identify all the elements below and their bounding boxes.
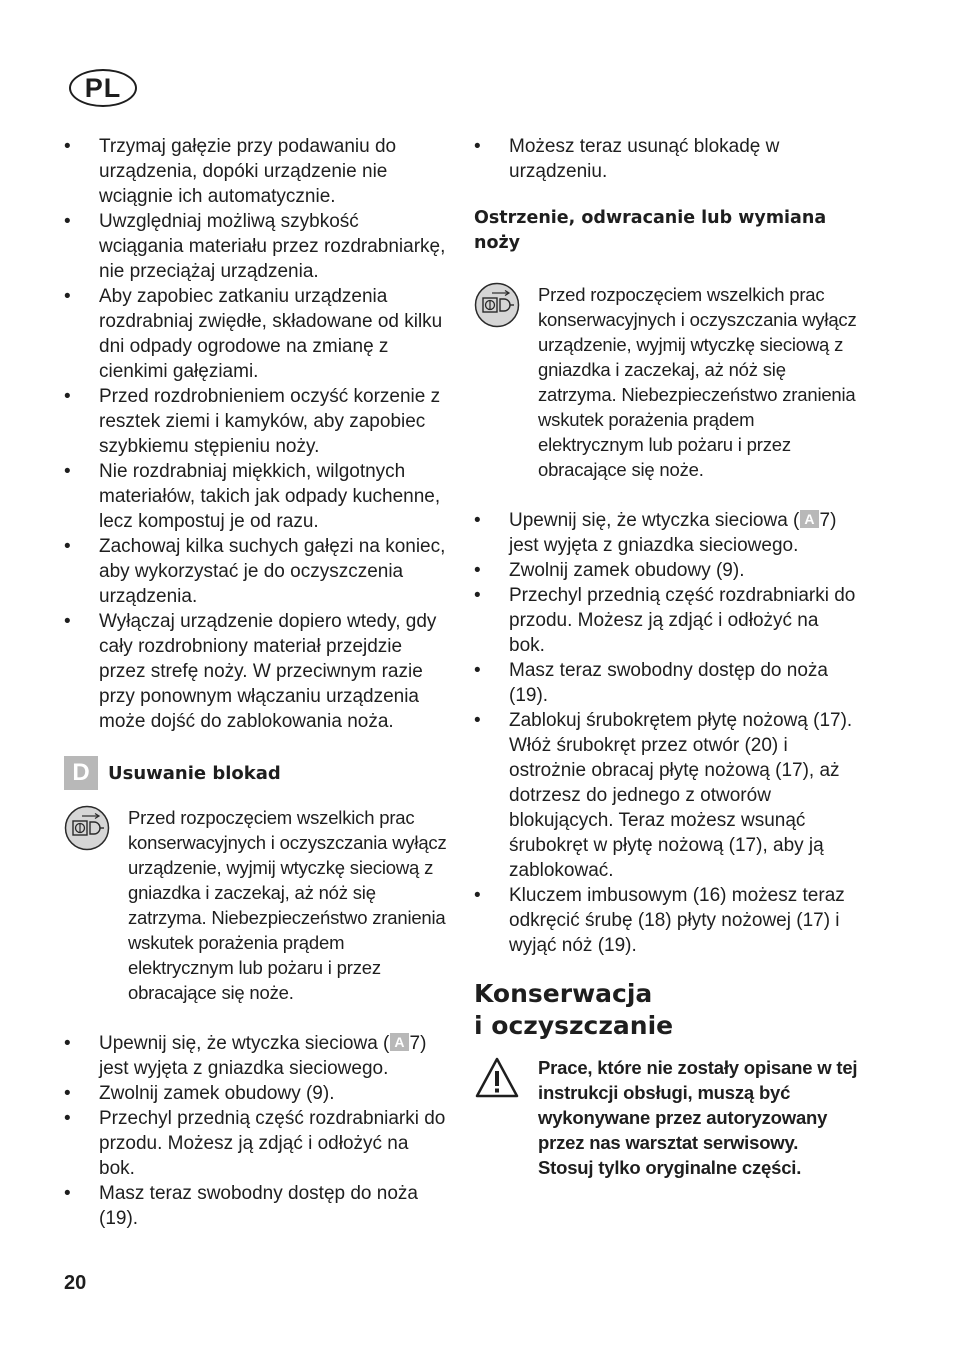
subheading: Ostrzenie, odwracanie lub wymiana noży — [474, 208, 827, 253]
list-item: • Trzymaj gałęzie przy podawaniu do urządzenia, dopóki urządzenie nie wciągnie ich automatycznie. — [64, 134, 448, 209]
list-item — [64, 1031, 448, 1081]
step-text: 7) jest wyjęta z gniazdka sieciowego. — [509, 510, 837, 556]
section-letter-badge: D — [64, 756, 98, 790]
list-item: • Kluczem imbusowym (16) możesz teraz odkręcić śrubę (18) płyty nożowej (17) i wyjąć nóż (19). — [474, 883, 858, 958]
list-item: • Zwolnij zamek obudowy (9). — [474, 558, 858, 583]
heading-line: i oczyszczanie — [474, 1011, 674, 1040]
right-column — [474, 134, 858, 1180]
step-text: Upewnij się, że wtyczka sieciowa ( — [509, 510, 800, 531]
step-text: 7) jest wyjęta z gniazdka sieciowego. — [99, 1033, 427, 1079]
list-item: • Przechyl przednią część rozdrabniarki do przodu. Możesz ją zdjąć i odłożyć na bok. — [474, 583, 858, 658]
list-item: • Masz teraz swobodny dostęp do noża (19). — [64, 1181, 448, 1231]
list-item: • Wyłączaj urządzenie dopiero wtedy, gdy cały rozdrobniony materiał przejdzie przez strefę noży. W przeciwnym razie przy ponownym włączaniu urządzenia może dojść do zablokowania noża. — [64, 609, 448, 734]
notice-text: Przed rozpoczęciem wszelkich prac konserwacyjnych i oczyszczania wyłącz urządzenie, wyjmij wtyczkę sieciową z gniazdka i zaczekaj, aż nóż się zatrzyma. Niebezpieczeństwo zranienia wskutek porażenia prądem elektrycznym lub pożaru i przez obracające się noże. — [128, 807, 447, 1003]
list-item: • Przed rozdrobnieniem oczyść korzenie z resztek ziemi i kamyków, aby zapobiec szybkiemu stępieniu noży. — [64, 384, 448, 459]
tips-list — [64, 134, 448, 734]
list-item: • Nie rozdrabniaj miękkich, wilgotnych materiałów, takich jak odpady kuchenne, lecz kompostuj je od razu. — [64, 459, 448, 534]
step-text: Upewnij się, że wtyczka sieciowa ( — [99, 1033, 390, 1054]
continuation-list — [474, 134, 858, 184]
figure-a-badge: A — [800, 510, 818, 528]
steps-list — [474, 508, 858, 958]
list-item: • Przechyl przednią część rozdrabniarki do przodu. Możesz ją zdjąć i odłożyć na bok. — [64, 1106, 448, 1181]
figure-a-badge: A — [390, 1033, 408, 1051]
list-item: • Zwolnij zamek obudowy (9). — [64, 1081, 448, 1106]
warning-notice — [474, 1055, 858, 1180]
list-item: • Zablokuj śrubokrętem płytę nożową (17). Włóż śrubokręt przez otwór (20) i ostrożnie obracaj płytę nożową (17), aż dotrzesz do jednego z otworów blokujących. Teraz możesz wsunąć śrubokręt w płytę nożową (17), aby ją zablokować. — [474, 708, 858, 883]
list-item: • Zachowaj kilka suchych gałęzi na koniec, aby wykorzystać je do oczyszczenia urządzenia. — [64, 534, 448, 609]
section-title: Usuwanie blokad — [108, 762, 281, 784]
warning-text: Prace, które nie zostały opisane w tej instrukcji obsługi, muszą być wykonywane przez autoryzowany przez nas warsztat serwisowy. Stosuj tylko oryginalne części. — [538, 1057, 858, 1178]
steps-list — [64, 1031, 448, 1231]
left-column — [64, 134, 448, 1231]
warning-triangle-icon — [474, 1055, 520, 1101]
list-item — [474, 508, 858, 558]
safety-notice — [64, 805, 448, 1005]
heading-line: Konserwacja — [474, 979, 653, 1008]
language-badge: PL — [69, 69, 137, 107]
list-item: • Aby zapobiec zatkaniu urządzenia rozdrabniaj zwiędłe, składowane od kilku dni odpady ogrodowe na zmianę z cienkimi gałęziami. — [64, 284, 448, 384]
section-heading — [64, 756, 448, 790]
unplug-icon — [474, 282, 520, 328]
notice-text: Przed rozpoczęciem wszelkich prac konserwacyjnych i oczyszczania wyłącz urządzenie, wyjmij wtyczkę sieciową z gniazdka i zaczekaj, aż nóż się zatrzyma. Niebezpieczeństwo zranienia wskutek porażenia prądem elektrycznym lub pożaru i przez obracające się noże. — [538, 284, 857, 480]
page-number: 20 — [64, 1272, 87, 1294]
safety-notice — [474, 282, 858, 482]
list-item: • Uwzględniaj możliwą szybkość wciągania materiału przez rozdrabniarkę, nie przeciążaj urządzenia. — [64, 209, 448, 284]
list-item: • Możesz teraz usunąć blokadę w urządzeniu. — [474, 134, 858, 184]
list-item: • Masz teraz swobodny dostęp do noża (19). — [474, 658, 858, 708]
section-title-maintenance — [474, 978, 858, 1042]
unplug-icon — [64, 805, 110, 851]
